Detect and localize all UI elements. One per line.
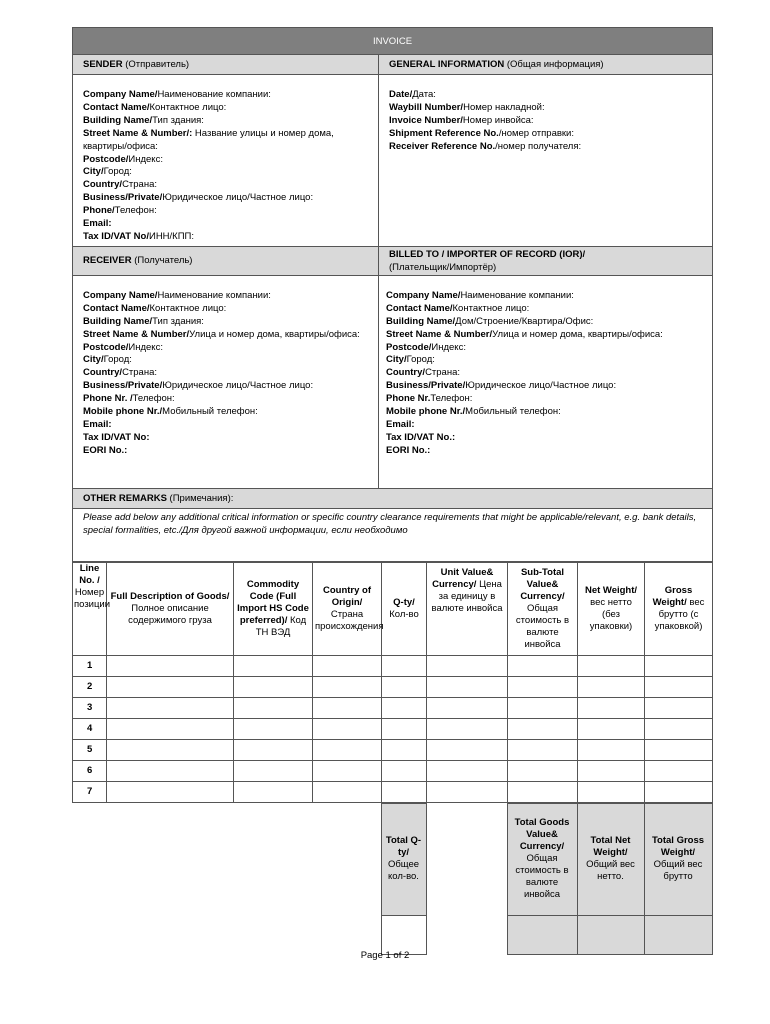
table-cell[interactable] bbox=[313, 655, 382, 676]
general-info-fields[interactable] bbox=[379, 75, 713, 247]
billed-to-fields[interactable] bbox=[379, 275, 713, 488]
table-cell[interactable] bbox=[508, 781, 578, 802]
field-label-translation: Тип здания: bbox=[152, 114, 204, 126]
line-number: 5 bbox=[73, 739, 107, 760]
field-label: Contact Name/ bbox=[386, 302, 453, 314]
field-label-translation: Индекс: bbox=[128, 153, 163, 165]
col-line-no: Line No. /Номер позиции bbox=[73, 562, 107, 655]
field-label-translation: Мобильный телефон: bbox=[465, 406, 561, 418]
field-label: Tax ID/VAT No.: bbox=[386, 431, 456, 443]
table-cell[interactable] bbox=[234, 739, 313, 760]
line-number: 4 bbox=[73, 718, 107, 739]
table-cell[interactable] bbox=[645, 781, 713, 802]
field-label: Company Name/ bbox=[83, 289, 158, 301]
receiver-heading: RECEIVER (Получатель) bbox=[73, 246, 379, 275]
form-field-row[interactable] bbox=[386, 432, 702, 445]
form-field-row[interactable] bbox=[389, 141, 702, 154]
field-label: Waybill Number/ bbox=[389, 101, 464, 113]
field-label: Postcode/ bbox=[83, 341, 129, 353]
form-field-row[interactable] bbox=[83, 231, 368, 244]
table-cell[interactable] bbox=[107, 676, 234, 697]
field-label-translation: Страна: bbox=[425, 367, 461, 379]
table-cell[interactable] bbox=[234, 781, 313, 802]
total-gross-weight-label: Total Gross Weight/ Общий вес брутто bbox=[644, 803, 712, 915]
table-cell[interactable] bbox=[427, 718, 508, 739]
field-label-translation: Юридическое лицо/Частное лицо: bbox=[162, 192, 314, 204]
table-cell[interactable] bbox=[578, 760, 645, 781]
page-number: Page 1 of 2 bbox=[360, 950, 410, 961]
field-label-translation: Юридическое лицо/Частное лицо: bbox=[162, 380, 314, 392]
total-goods-value-label: Total Goods Value& Currency/ Общая стоимость в валюте инвойса bbox=[507, 803, 577, 915]
table-cell[interactable] bbox=[645, 760, 713, 781]
line-number: 7 bbox=[73, 781, 107, 802]
invoice-header-table bbox=[72, 27, 713, 562]
form-field-row[interactable] bbox=[389, 102, 702, 115]
field-label-translation: Телефон: bbox=[132, 393, 175, 405]
col-description: Full Description of Goods/ Полное описание содержимого груза bbox=[107, 562, 234, 655]
field-label: Street Name & Number/ bbox=[386, 328, 493, 340]
table-cell[interactable] bbox=[645, 718, 713, 739]
form-field-row[interactable] bbox=[386, 329, 702, 342]
table-cell[interactable] bbox=[313, 718, 382, 739]
table-cell[interactable] bbox=[234, 718, 313, 739]
field-label-translation: Город: bbox=[103, 354, 132, 366]
form-field-row[interactable] bbox=[386, 290, 702, 303]
table-cell[interactable] bbox=[107, 697, 234, 718]
form-field-row[interactable] bbox=[83, 419, 368, 432]
table-row bbox=[73, 718, 713, 739]
receiver-fields[interactable] bbox=[73, 275, 379, 488]
field-label: Email: bbox=[83, 218, 112, 230]
table-cell[interactable] bbox=[578, 676, 645, 697]
form-field-row[interactable] bbox=[386, 303, 702, 316]
field-label: Email: bbox=[386, 418, 415, 430]
col-unit-value: Unit Value& Currency/ Цена за единицу в валюте инвойса bbox=[427, 562, 508, 655]
table-cell[interactable] bbox=[427, 781, 508, 802]
table-cell[interactable] bbox=[107, 718, 234, 739]
field-label-translation: Контактное лицо: bbox=[149, 101, 227, 113]
field-label: Phone Nr. bbox=[386, 393, 431, 405]
table-row bbox=[73, 739, 713, 760]
field-label-translation: Индекс: bbox=[431, 341, 466, 353]
table-cell[interactable] bbox=[234, 676, 313, 697]
table-cell[interactable] bbox=[382, 739, 427, 760]
billed-to-heading: BILLED TO / IMPORTER OF RECORD (IOR)/ (Плательщик/Импортёр) bbox=[379, 246, 713, 275]
field-label: City/ bbox=[83, 354, 104, 366]
form-field-row[interactable] bbox=[83, 290, 368, 303]
remarks-heading: OTHER REMARKS (Примечания): bbox=[73, 488, 713, 508]
col-gross-weight: Gross Weight/ вес брутто (с упаковкой) bbox=[645, 562, 713, 655]
table-cell[interactable] bbox=[645, 739, 713, 760]
field-label: Date/ bbox=[389, 89, 413, 100]
table-cell[interactable] bbox=[382, 760, 427, 781]
form-field-row[interactable] bbox=[83, 354, 368, 367]
form-field-row[interactable] bbox=[389, 115, 702, 128]
field-label: Contact Name/ bbox=[83, 101, 150, 113]
field-label-translation: Дата: bbox=[412, 89, 436, 100]
table-row bbox=[73, 760, 713, 781]
table-cell[interactable] bbox=[107, 760, 234, 781]
table-cell[interactable] bbox=[578, 655, 645, 676]
form-field-row[interactable] bbox=[386, 354, 702, 367]
goods-header-row bbox=[73, 562, 713, 655]
form-field-row[interactable] bbox=[386, 316, 702, 329]
field-label: Building Name/ bbox=[386, 315, 456, 327]
form-field-row[interactable] bbox=[83, 432, 368, 445]
form-field-row[interactable] bbox=[83, 166, 368, 179]
form-field-row[interactable] bbox=[83, 445, 368, 458]
field-label: EORI No.: bbox=[386, 444, 431, 456]
field-label: Company Name/ bbox=[83, 89, 158, 100]
table-cell[interactable] bbox=[508, 655, 578, 676]
field-label-translation: Наименование компании: bbox=[157, 289, 271, 301]
table-row bbox=[73, 697, 713, 718]
line-number: 2 bbox=[73, 676, 107, 697]
total-goods-value-field[interactable] bbox=[507, 915, 577, 954]
table-cell[interactable] bbox=[427, 739, 508, 760]
field-label-translation: Дом/Строение/Квартира/Офис: bbox=[455, 315, 594, 327]
field-label: Business/Private/ bbox=[83, 380, 163, 392]
field-label-translation: ИНН/КПП: bbox=[148, 230, 195, 242]
line-number: 6 bbox=[73, 760, 107, 781]
form-field-row[interactable] bbox=[386, 367, 702, 380]
field-label: Phone/ bbox=[83, 205, 115, 217]
table-cell[interactable] bbox=[645, 697, 713, 718]
table-cell[interactable] bbox=[427, 760, 508, 781]
form-field-row[interactable] bbox=[386, 419, 702, 432]
total-net-weight-label: Total Net Weight/ Общий вес нетто. bbox=[577, 803, 644, 915]
field-label-translation: Улица и номер дома, квартиры/офиса: bbox=[189, 328, 360, 340]
field-label-translation: Улица и номер дома, квартиры/офиса: bbox=[492, 328, 663, 340]
table-cell[interactable] bbox=[382, 676, 427, 697]
table-cell[interactable] bbox=[427, 697, 508, 718]
line-number: 1 bbox=[73, 655, 107, 676]
table-cell[interactable] bbox=[645, 655, 713, 676]
field-label-translation: Юридическое лицо/Частное лицо: bbox=[465, 380, 617, 392]
field-label: Country/ bbox=[83, 179, 123, 191]
line-number: 3 bbox=[73, 697, 107, 718]
form-field-row[interactable] bbox=[83, 115, 368, 128]
table-cell[interactable] bbox=[313, 676, 382, 697]
field-label: City/ bbox=[386, 354, 407, 366]
field-label-translation: /номер отправки: bbox=[498, 127, 575, 139]
field-label: Company Name/ bbox=[386, 289, 461, 301]
field-label: Email: bbox=[83, 418, 112, 430]
invoice-title: INVOICE bbox=[73, 28, 713, 55]
table-cell[interactable] bbox=[313, 781, 382, 802]
field-label: City/ bbox=[83, 166, 104, 178]
field-label: Receiver Reference No. bbox=[389, 140, 496, 152]
form-field-row[interactable] bbox=[389, 128, 702, 141]
form-field-row[interactable] bbox=[83, 179, 368, 192]
field-label: Building Name/ bbox=[83, 315, 153, 327]
form-field-row[interactable] bbox=[83, 393, 368, 406]
table-cell[interactable] bbox=[578, 697, 645, 718]
general-info-heading: GENERAL INFORMATION (Общая информация) bbox=[379, 55, 713, 75]
form-field-row[interactable] bbox=[83, 89, 368, 102]
table-cell[interactable] bbox=[234, 760, 313, 781]
form-field-row[interactable] bbox=[386, 406, 702, 419]
table-cell[interactable] bbox=[427, 676, 508, 697]
field-label-translation: Наименование компании: bbox=[460, 289, 574, 301]
form-field-row[interactable] bbox=[83, 380, 368, 393]
total-qty-field[interactable] bbox=[381, 915, 426, 954]
table-cell[interactable] bbox=[578, 781, 645, 802]
table-row bbox=[73, 781, 713, 802]
form-field-row[interactable] bbox=[83, 367, 368, 380]
field-label: Street Name & Number/: bbox=[83, 127, 193, 139]
table-cell[interactable] bbox=[645, 676, 713, 697]
form-field-row[interactable] bbox=[386, 445, 702, 458]
total-net-weight-field[interactable] bbox=[577, 915, 644, 954]
invoice-sheet bbox=[72, 27, 712, 955]
table-cell[interactable] bbox=[382, 781, 427, 802]
field-label-translation: Город: bbox=[406, 354, 435, 366]
field-label: Contact Name/ bbox=[83, 302, 150, 314]
table-cell[interactable] bbox=[508, 718, 578, 739]
table-cell[interactable] bbox=[313, 697, 382, 718]
col-net-weight: Net Weight/ вес нетто (без упаковки) bbox=[578, 562, 645, 655]
table-cell[interactable] bbox=[382, 655, 427, 676]
table-cell[interactable] bbox=[508, 739, 578, 760]
table-cell[interactable] bbox=[508, 697, 578, 718]
table-cell[interactable] bbox=[382, 718, 427, 739]
form-field-row[interactable] bbox=[83, 406, 368, 419]
field-label: Business/Private/ bbox=[83, 192, 163, 204]
field-label-translation: Город: bbox=[103, 166, 132, 178]
form-field-row[interactable] bbox=[386, 393, 702, 406]
field-label: Tax ID/VAT No: bbox=[83, 431, 150, 443]
field-label-translation: Тип здания: bbox=[152, 315, 204, 327]
field-label: Postcode/ bbox=[386, 341, 432, 353]
table-cell[interactable] bbox=[508, 760, 578, 781]
form-field-row[interactable] bbox=[83, 316, 368, 329]
goods-table bbox=[72, 562, 713, 803]
form-field-row[interactable] bbox=[83, 342, 368, 355]
form-field-row[interactable] bbox=[83, 128, 368, 154]
form-field-row[interactable] bbox=[83, 218, 368, 231]
field-label: Street Name & Number/ bbox=[83, 328, 190, 340]
form-field-row[interactable] bbox=[83, 154, 368, 167]
table-cell[interactable] bbox=[313, 739, 382, 760]
field-label: Mobile phone Nr./ bbox=[83, 406, 163, 418]
field-label: EORI No.: bbox=[83, 444, 128, 456]
table-cell[interactable] bbox=[382, 697, 427, 718]
total-qty-label: Total Q-ty/Общее кол-во. bbox=[381, 803, 426, 915]
form-field-row[interactable] bbox=[83, 329, 368, 342]
field-label-translation: /номер получателя: bbox=[495, 140, 582, 152]
table-cell[interactable] bbox=[578, 718, 645, 739]
field-label-translation: Наименование компании: bbox=[157, 89, 271, 100]
field-label-translation: Страна: bbox=[122, 179, 158, 191]
totals-table bbox=[72, 803, 713, 955]
field-label-translation: Телефон: bbox=[114, 205, 157, 217]
col-qty: Q-ty/ Кол-во bbox=[382, 562, 427, 655]
form-field-row[interactable] bbox=[83, 303, 368, 316]
field-label: Postcode/ bbox=[83, 153, 129, 165]
table-cell[interactable] bbox=[234, 655, 313, 676]
form-field-row[interactable] bbox=[83, 102, 368, 115]
field-label: Mobile phone Nr./ bbox=[386, 406, 466, 418]
table-cell[interactable] bbox=[578, 739, 645, 760]
field-label: Phone Nr. / bbox=[83, 393, 133, 405]
field-label-translation: Телефон: bbox=[430, 393, 473, 405]
table-cell[interactable] bbox=[107, 781, 234, 802]
table-row bbox=[73, 655, 713, 676]
table-cell[interactable] bbox=[107, 739, 234, 760]
field-label: Country/ bbox=[386, 367, 426, 379]
field-label: Country/ bbox=[83, 367, 123, 379]
field-label-translation: Индекс: bbox=[128, 341, 163, 353]
table-cell[interactable] bbox=[107, 655, 234, 676]
field-label: Business/Private/ bbox=[386, 380, 466, 392]
table-cell[interactable] bbox=[313, 760, 382, 781]
field-label-translation: Страна: bbox=[122, 367, 158, 379]
form-field-row[interactable] bbox=[386, 342, 702, 355]
field-label-translation: Номер инвойса: bbox=[462, 114, 534, 126]
field-label: Invoice Number/ bbox=[389, 114, 463, 126]
form-field-row[interactable] bbox=[83, 205, 368, 218]
col-commodity-code: Commodity Code (Full Import HS Code preferred)/ Код ТН ВЭД bbox=[234, 562, 313, 655]
field-label-translation: Контактное лицо: bbox=[452, 302, 530, 314]
form-field-row[interactable] bbox=[389, 89, 702, 102]
field-label-translation: Контактное лицо: bbox=[149, 302, 227, 314]
form-field-row[interactable] bbox=[386, 380, 702, 393]
form-field-row[interactable] bbox=[83, 192, 368, 205]
table-cell[interactable] bbox=[234, 697, 313, 718]
table-cell[interactable] bbox=[427, 655, 508, 676]
field-label-translation: Номер накладной: bbox=[463, 101, 545, 113]
field-label: Shipment Reference No. bbox=[389, 127, 499, 139]
field-label-translation: Мобильный телефон: bbox=[162, 406, 258, 418]
sender-fields[interactable] bbox=[73, 75, 379, 247]
field-label-translation: Название улицы и номер дома, квартиры/офиса: bbox=[83, 127, 334, 152]
table-cell[interactable] bbox=[508, 676, 578, 697]
sender-heading: SENDER (Отправитель) bbox=[73, 55, 379, 75]
col-subtotal-value: Sub-Total Value& Currency/ Общая стоимость в валюте инвойса bbox=[508, 562, 578, 655]
remarks-text[interactable]: Please add below any additional critical information or specific country clearance requirements that might be applicable/relevant, e.g. bank details, special formalities, etc./Для другой важной информации, если необходимо bbox=[73, 508, 713, 561]
total-gross-weight-field[interactable] bbox=[644, 915, 712, 954]
table-row bbox=[73, 676, 713, 697]
col-country-origin: Country of Origin/ Страна происхождения bbox=[313, 562, 382, 655]
field-label: Building Name/ bbox=[83, 114, 153, 126]
field-label: Tax ID/VAT No/ bbox=[83, 230, 149, 242]
